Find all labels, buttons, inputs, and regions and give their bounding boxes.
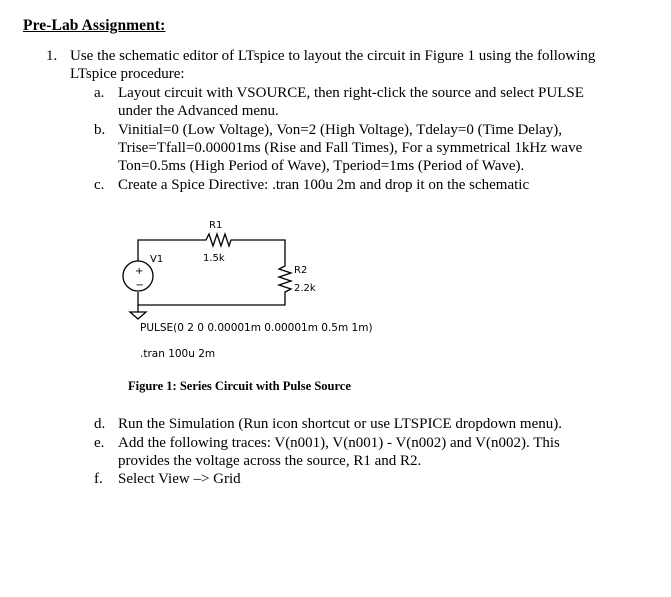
r2-value: 2.2k [294,283,316,294]
wire-top-right [234,240,285,264]
substep-b-line-1: Vinitial=0 (Low Voltage), Von=2 (High Voltage), Tdelay=0 (Time Delay), [118,122,563,138]
v1-label: V1 [150,254,164,265]
tran-directive: .tran 100u 2m [140,348,216,360]
wire-top-left [138,240,204,261]
substep-a-line-1: Layout circuit with VSOURCE, then right-click the source and select PULSE [118,85,584,101]
substep-c-marker: c. [94,177,105,193]
circuit-schematic [100,210,420,370]
substep-e-line-2: provides the voltage across the source, R1 and R2. [118,453,422,469]
r1-label: R1 [209,220,223,231]
figure-caption: Figure 1: Series Circuit with Pulse Source [128,379,351,393]
resistor-r1-symbol [204,234,234,246]
substep-f-line-1: Select View –> Grid [118,471,241,487]
resistor-r2-symbol [279,264,291,296]
substep-c-line-1: Create a Spice Directive: .tran 100u 2m and drop it on the schematic [118,177,530,193]
v1-plus-sign: + [135,266,144,277]
v1-minus-sign: − [135,280,144,291]
substep-d-marker: d. [94,416,106,432]
substep-a-marker: a. [94,85,105,101]
step-1-line-2: LTspice procedure: [70,66,185,82]
step-1-line-1: Use the schematic editor of LTspice to layout the circuit in Figure 1 using the following [70,48,596,64]
page-heading: Pre-Lab Assignment: [23,17,166,34]
substep-f-marker: f. [94,471,103,487]
r2-label: R2 [294,265,308,276]
substep-b-marker: b. [94,122,106,138]
wire-bottom [138,292,285,305]
substep-e-line-1: Add the following traces: V(n001), V(n001) - V(n002) and V(n002). This [118,435,560,451]
r1-value: 1.5k [203,253,225,264]
ground-symbol [130,312,146,319]
substep-a-line-2: under the Advanced menu. [118,103,279,119]
substep-b-line-3: Ton=0.5ms (High Period of Wave), Tperiod=1ms (Period of Wave). [118,158,525,174]
step-1-marker: 1. [46,48,58,64]
pulse-directive: PULSE(0 2 0 0.00001m 0.00001m 0.5m 1m) [140,322,373,334]
substep-d-line-1: Run the Simulation (Run icon shortcut or use LTSPICE dropdown menu). [118,416,563,432]
substep-e-marker: e. [94,435,105,451]
substep-b-line-2: Trise=Tfall=0.00001ms (Rise and Fall Times), For a symmetrical 1kHz wave [118,140,583,156]
